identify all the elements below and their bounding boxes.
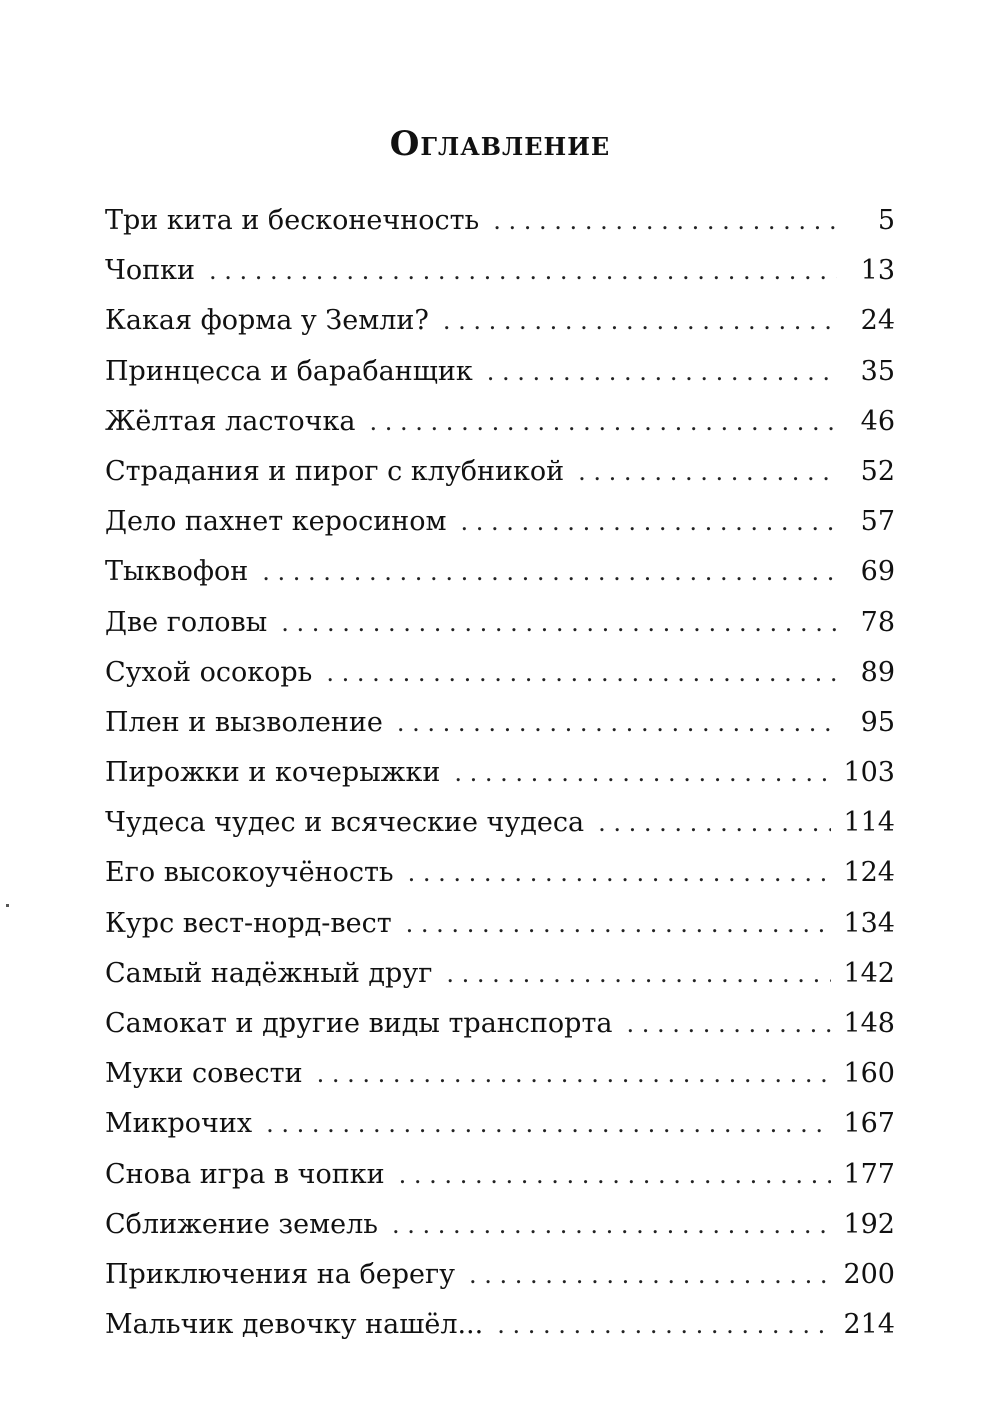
toc-entry-title: Дело пахнет керосином xyxy=(105,506,447,538)
toc-page-number: 5 xyxy=(877,205,895,236)
toc-entry-row xyxy=(105,402,895,452)
dot-leader xyxy=(461,502,838,542)
toc-entry-row xyxy=(105,753,895,803)
toc-page-number: 124 xyxy=(843,857,895,889)
toc-entry-row xyxy=(105,352,895,402)
toc-entry-title: Чопки xyxy=(105,255,195,287)
dot-leader xyxy=(370,402,837,442)
dot-leader xyxy=(262,552,837,592)
dot-leader xyxy=(578,452,837,492)
toc-page-number: 134 xyxy=(843,907,895,939)
dot-leader xyxy=(406,904,832,944)
toc-entry-row xyxy=(105,1155,895,1205)
toc-page-number: 69 xyxy=(860,556,895,588)
dot-leader xyxy=(446,954,831,994)
dot-leader xyxy=(469,1255,831,1295)
toc-entry-row xyxy=(105,201,895,251)
dot-leader xyxy=(392,1205,831,1245)
toc-entry-title: Пирожки и кочерыжки xyxy=(105,757,441,789)
toc-page-number: 57 xyxy=(860,506,895,538)
toc-page-number: 89 xyxy=(860,656,895,688)
toc-entry-row xyxy=(105,1104,895,1154)
toc-entry-title: Жёлтая ласточка xyxy=(105,405,356,437)
toc-entry-title: Две головы xyxy=(105,606,268,638)
toc-entry-title: Три кита и бесконечность xyxy=(105,205,480,236)
toc-page-number: 167 xyxy=(843,1108,895,1140)
toc-page-number: 103 xyxy=(843,757,895,789)
toc-page-number: 177 xyxy=(843,1158,895,1190)
toc-entry-row xyxy=(105,301,895,351)
toc-entry-title: Его высокоучёность xyxy=(105,857,394,889)
toc-entry-row xyxy=(105,1054,895,1104)
toc-page-number: 35 xyxy=(860,355,895,387)
toc-entry-title: Самый надёжный друг xyxy=(105,957,433,989)
dot-leader xyxy=(281,603,837,643)
toc-entry-row xyxy=(105,1004,895,1054)
dot-leader xyxy=(598,803,831,843)
toc-entry-title: Муки совести xyxy=(105,1058,303,1090)
toc-entry-row xyxy=(105,251,895,301)
toc-entry-title: Мальчик девочку нашёл... xyxy=(105,1309,484,1341)
table-of-contents xyxy=(105,201,895,1355)
toc-page-number: 95 xyxy=(860,706,895,738)
toc-entry-row xyxy=(105,803,895,853)
toc-entry-title: Курс вест-норд-вест xyxy=(105,907,392,939)
dot-leader xyxy=(493,201,837,241)
toc-page-number: 46 xyxy=(860,405,895,437)
toc-entry-title: Приключения на берегу xyxy=(105,1258,455,1290)
dot-leader xyxy=(497,1305,831,1345)
toc-page-number: 200 xyxy=(843,1258,895,1290)
toc-entry-title: Чудеса чудес и всяческие чудеса xyxy=(105,807,585,839)
toc-entry-row xyxy=(105,703,895,753)
dot-leader xyxy=(317,1054,832,1094)
dot-leader xyxy=(626,1004,831,1044)
toc-entry-title: Сухой осокорь xyxy=(105,656,313,688)
dot-leader xyxy=(487,352,837,392)
toc-entry-row xyxy=(105,904,895,954)
toc-entry-row xyxy=(105,552,895,602)
dot-leader xyxy=(326,653,837,693)
toc-entry-title: Страдания и пирог с клубникой xyxy=(105,455,565,487)
toc-entry-title: Сближение земель xyxy=(105,1208,378,1240)
toc-entry-row xyxy=(105,653,895,703)
toc-entry-title: Принцесса и барабанщик xyxy=(105,355,473,387)
toc-entry-title: Какая форма у Земли? xyxy=(105,305,429,337)
toc-page-number: 24 xyxy=(860,305,895,337)
toc-page-number: 13 xyxy=(860,255,895,287)
dot-leader xyxy=(454,753,831,793)
dot-leader xyxy=(397,703,837,743)
toc-page-number: 148 xyxy=(843,1008,895,1039)
toc-page-number: 114 xyxy=(843,807,895,839)
toc-entry-title: Тыквофон xyxy=(105,556,249,588)
dot-leader xyxy=(266,1104,831,1144)
toc-page-number: 52 xyxy=(860,455,895,487)
toc-entry-row xyxy=(105,603,895,653)
page-title: Оглавление xyxy=(389,124,611,164)
toc-page-number: 214 xyxy=(843,1309,895,1341)
toc-entry-row xyxy=(105,1305,895,1355)
toc-entry-row xyxy=(105,1205,895,1255)
margin-speck xyxy=(6,904,9,907)
toc-entry-row xyxy=(105,954,895,1004)
dot-leader xyxy=(209,251,837,291)
toc-page-number: 192 xyxy=(843,1208,895,1240)
toc-entry-row xyxy=(105,853,895,903)
toc-entry-title: Микрочих xyxy=(105,1108,253,1140)
dot-leader xyxy=(443,301,837,341)
toc-entry-title: Плен и вызволение xyxy=(105,706,383,738)
dot-leader xyxy=(399,1155,832,1195)
toc-entry-title: Самокат и другие виды транспорта xyxy=(105,1008,613,1039)
toc-entry-row xyxy=(105,1255,895,1305)
toc-entry-row xyxy=(105,452,895,502)
toc-page-number: 142 xyxy=(843,957,895,989)
toc-entry-title: Снова игра в чопки xyxy=(105,1158,385,1190)
dot-leader xyxy=(408,853,832,893)
toc-page-number: 160 xyxy=(843,1058,895,1090)
toc-page-number: 78 xyxy=(860,606,895,638)
toc-entry-row xyxy=(105,502,895,552)
